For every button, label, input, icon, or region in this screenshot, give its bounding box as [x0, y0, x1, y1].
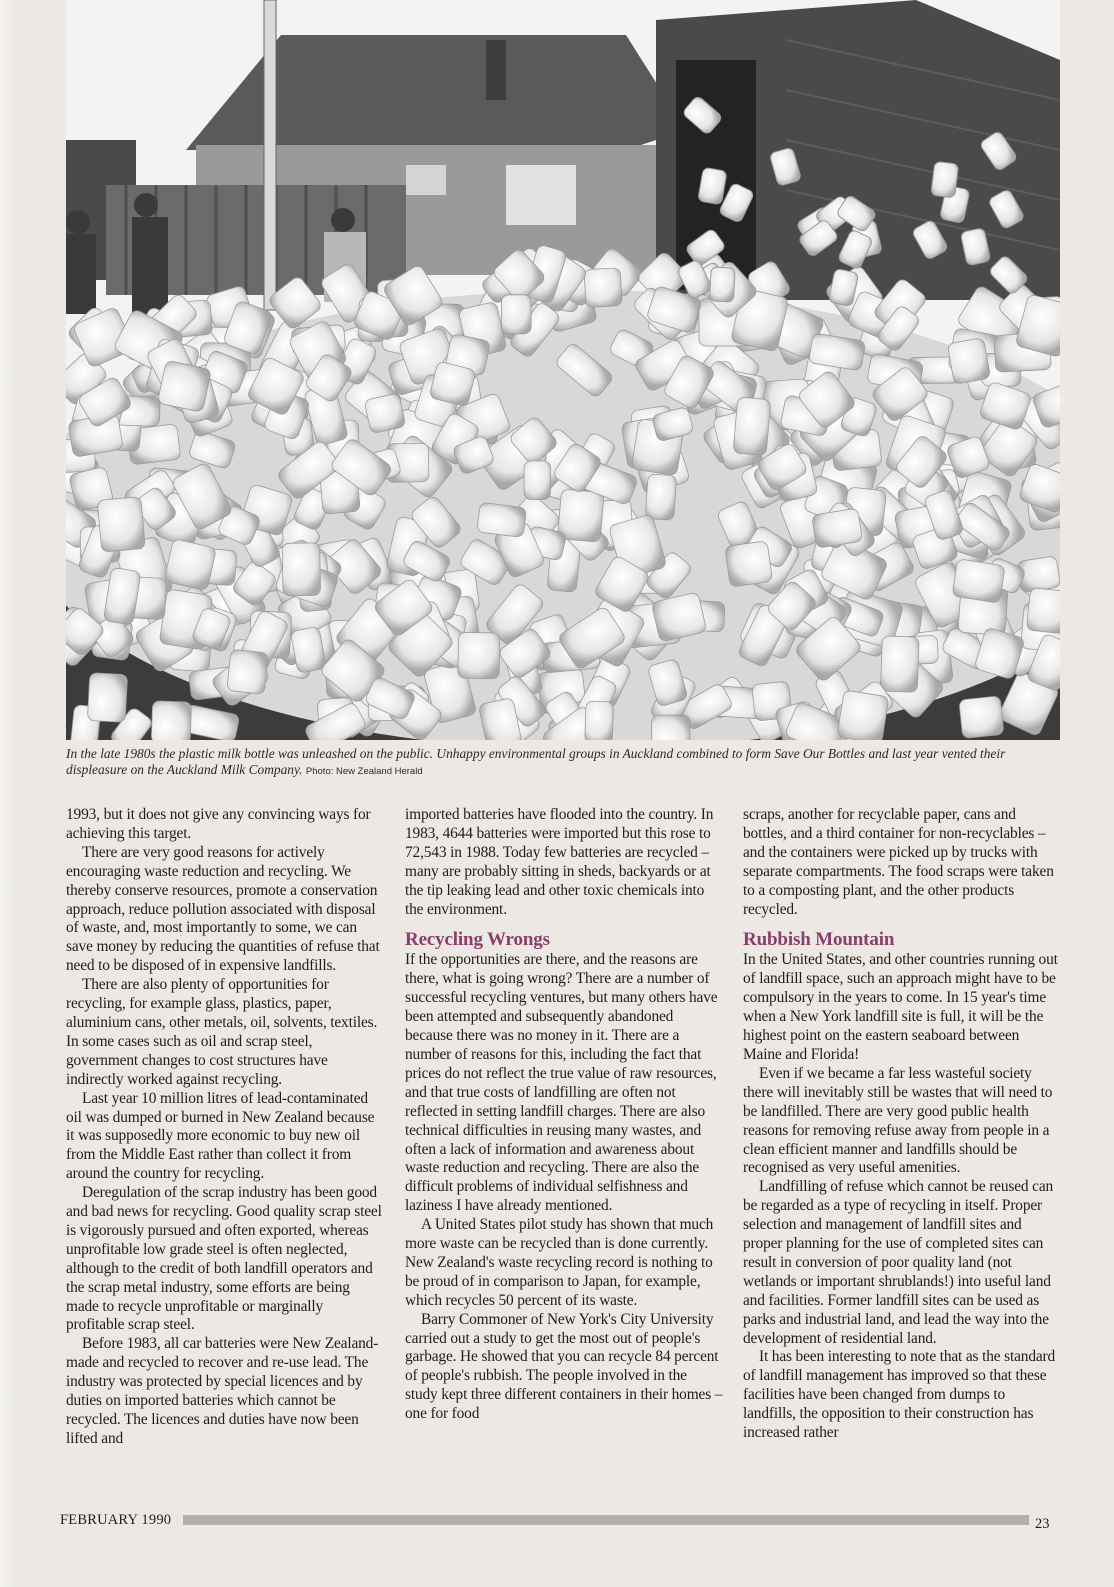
- milk-bottle: [585, 701, 614, 740]
- milk-bottle: [652, 715, 690, 740]
- milk-bottle: [1026, 588, 1060, 635]
- milk-bottle: [364, 393, 406, 434]
- flying-milk-bottle: [931, 161, 959, 198]
- milk-bottle: [725, 541, 773, 587]
- photo-illustration: [66, 0, 1060, 740]
- article-column-1: [66, 806, 384, 1449]
- milk-bottles-photo: [66, 0, 1060, 740]
- paragraph: There are very good reasons for actively encouraging waste reduction and recycling. We thereby conserve resources, promote a conservation approach, reduce pollution associated with disposal of waste, and, most importantly to some, we can save money by reducing the quantities of refuse that need to be disposed of in expensive landfills.: [66, 843, 380, 975]
- milk-bottle: [733, 397, 771, 456]
- milk-bottle: [557, 489, 604, 542]
- flying-milk-bottle: [709, 267, 735, 302]
- photo-credit: Photo: New Zealand Herald: [305, 766, 423, 777]
- milk-bottle: [151, 701, 191, 740]
- paragraph: imported batteries have flooded into the country. In 1983, 4644 batteries were imported but this rose to 72,543 in 1988. Today few batteries are recycled – many are probably sitting in sheds, backyards or at the tip leaking lead and other toxic chemicals into the environment.: [405, 806, 714, 918]
- paragraph: Deregulation of the scrap industry has been good and bad news for recycling. Good quality scrap steel is vigorously pursued and often exported, whereas unprofitable low grade steel is often neglected, although to the credit of both landfill operators and the scrap metal industry, some efforts are being made to recycle unprofitable or marginally profitable scrap steel.: [66, 1184, 382, 1334]
- paragraph: 1993, but it does not give any convincing ways for achieving this target.: [66, 806, 371, 842]
- article-column-3: [743, 806, 1061, 1443]
- milk-bottle: [959, 696, 1004, 739]
- photo-caption: [66, 746, 1060, 780]
- paragraph: A United States pilot study has shown that much more waste can be recycled than is done currently. New Zealand's waste recycling record is nothing to be proud of in comparison to Japan, for example, which recycles 50 percent of its waste.: [405, 1216, 714, 1309]
- milk-bottle: [97, 497, 145, 552]
- milk-bottle: [502, 295, 532, 334]
- caption-text: In the late 1980s the plastic milk bottle was unleashed on the public. Unhappy environmental groups in Auckland combined to form Save Our Bottles and last year vented their displeasure on the Auckland Milk Company.: [66, 746, 1006, 777]
- section-heading-recycling-wrongs: Recycling Wrongs: [405, 929, 550, 951]
- paragraph: Even if we became a far less wasteful society there will inevitably still be wastes that will need to be landfilled. There are very good public health reasons for removing refuse away from people in a clean efficient manner and landfills should be recognised as very useful amenities.: [743, 1064, 1053, 1177]
- paragraph: Last year 10 million litres of lead-contaminated oil was dumped or burned in New Zealand because it was supposedly more economic to buy new oil from the Middle East rather than collect it from around the country for recycling.: [66, 1089, 375, 1183]
- milk-bottle: [947, 338, 990, 385]
- milk-bottle: [282, 543, 320, 596]
- section-heading-rubbish-mountain: Rubbish Mountain: [743, 929, 895, 951]
- milk-bottle: [164, 539, 217, 591]
- milk-bottle: [812, 508, 863, 548]
- paragraph: If the opportunities are there, and the reasons are there, what is going wrong? There are a number of successful recycling ventures, but many others have been attempted and subsequently abandoned because there was no money in it. There are a number of reasons for this, including the fact that prices do not reflect the true value of raw resources, and that true costs of landfilling are often not reflected in setting landfill charges. There are also technical difficulties in reusing many wastes, and often a lack of information and awareness about waste reduction and recycling. There are also the difficult problems of individual selfishness and laziness I have already mentioned.: [405, 951, 718, 1215]
- milk-bottle: [87, 673, 127, 723]
- paragraph: There are also plenty of opportunities for recycling, for example glass, plastics, paper, aluminium cans, other metals, oil, solvents, textiles. In some cases such as oil and scrap steel, government changes to cost structures have indirectly worked against recycling.: [66, 976, 378, 1088]
- paragraph: In the United States, and other countries running out of landfill space, such an approach might have to be compulsory in the years to come. In 15 year's time when a New York landfill site is full, it will be the highest point on the eastern seaboard between Maine and Florida!: [743, 951, 1058, 1063]
- milk-bottle: [157, 360, 211, 412]
- milk-bottle: [952, 559, 1005, 604]
- pole: [264, 0, 276, 310]
- paragraph: Landfilling of refuse which cannot be reused can be regarded as a type of recycling in itself. Proper selection and management of landfill sites and proper planning for the use of completed sites can result in conversion of poor quality land (not wetlands or important shrublands!) into useful land and facilities. Former landfill sites can be used as parks and industrial land, and lead the way into the development of residential land.: [743, 1178, 1054, 1347]
- milk-bottle: [458, 632, 500, 678]
- paragraph: Before 1983, all car batteries were New Zealand-made and recycled to recover and re-use lead. The industry was protected by special licences and by duties on imported batteries which cannot be recycled. The licences and duties have now been lifted and: [66, 1335, 379, 1447]
- page-number: 23: [1035, 1516, 1050, 1532]
- paragraph: It has been interesting to note that as the standard of landfill management has improved so that these facilities have been changed from dumps to landfills, the opposition to their construction has increased rather: [743, 1348, 1056, 1442]
- milk-bottle: [645, 474, 677, 520]
- footer-date: FEBRUARY 1990: [60, 1512, 172, 1528]
- milk-bottle: [227, 649, 269, 694]
- house-window: [406, 165, 446, 195]
- chimney: [486, 40, 506, 100]
- paragraph: Barry Commoner of New York's City University carried out a study to get the most out of people's garbage. He showed that you can recycle 84 percent of people's rubbish. The people involved in the study kept three different containers in their homes – one for food: [405, 1310, 723, 1423]
- milk-bottle: [477, 502, 527, 537]
- milk-bottle: [524, 461, 550, 500]
- milk-bottle: [584, 268, 622, 308]
- milk-bottle: [837, 690, 889, 740]
- article-column-2: [405, 806, 723, 1424]
- milk-bottle: [880, 636, 919, 692]
- flying-milk-bottle: [698, 167, 728, 205]
- footer-rule: [183, 1515, 1029, 1525]
- paragraph: scraps, another for recyclable paper, cans and bottles, and a third container for non-recyclables – and the containers were picked up by trucks with separate compartments. The food scraps were taken to a composting plant, and the other products recycled.: [743, 806, 1054, 918]
- house-window: [506, 165, 576, 225]
- page-edge: [0, 0, 16, 1587]
